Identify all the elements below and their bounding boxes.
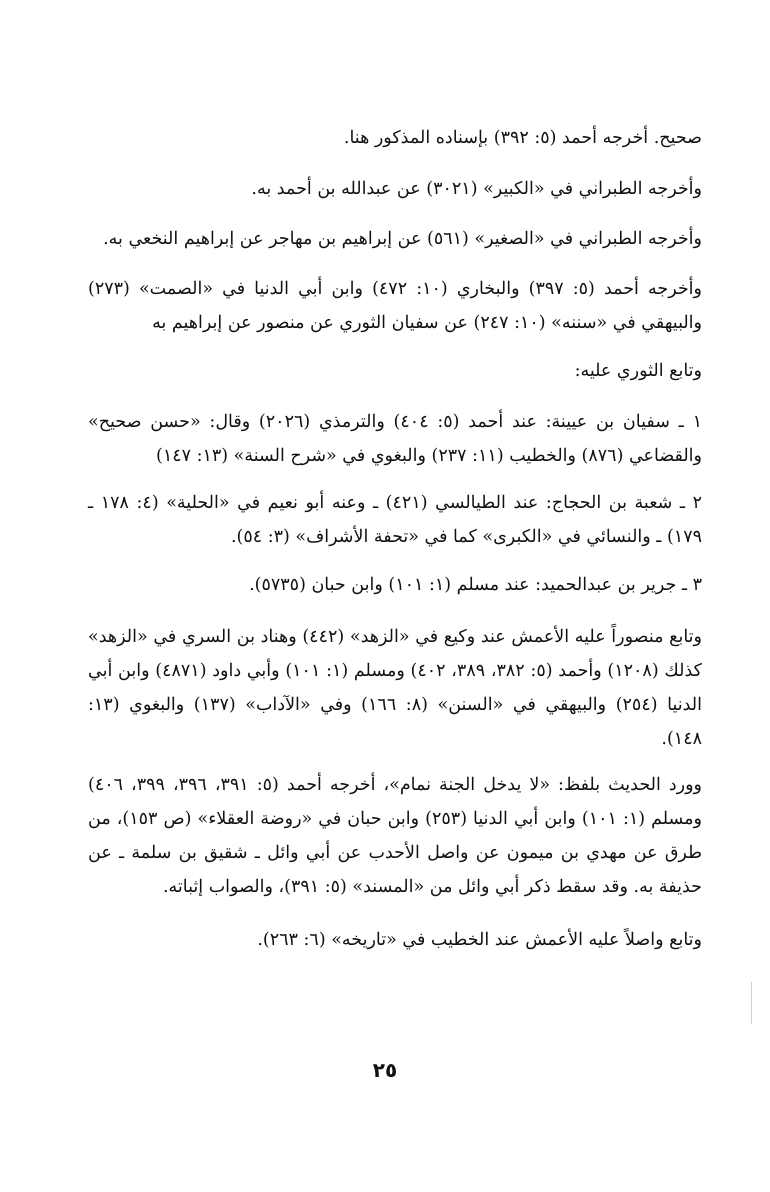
paragraph-5: وتابع الثوري عليه: (574, 361, 702, 381)
paragraph-6: ١ ـ سفيان بن عيينة: عند أحمد (٥: ٤٠٤) والترمذي (٢٠٢٦) وقال: «حسن صحيح» والقضاعي (٨٧٦) والخطيب (١١: ٢٣٧) والبغوي في «شرح السنة» (١٣: ١٤٧) (88, 412, 702, 466)
paragraph-8: ٣ ـ جرير بن عبدالحميد: عند مسلم (١: ١٠١) وابن حبان (٥٧٣٥). (249, 575, 702, 595)
paragraph-3: وأخرجه الطبراني في «الصغير» (٥٦١) عن إبراهيم بن مهاجر عن إبراهيم النخعي به. (103, 229, 702, 249)
paragraph-2: وأخرجه الطبراني في «الكبير» (٣٠٢١) عن عبدالله بن أحمد به. (251, 179, 702, 199)
paragraph-11: وتابع واصلاً عليه الأعمش عند الخطيب في «تاريخه» (٦: ٢٦٣). (257, 930, 702, 950)
paragraph-7: ٢ ـ شعبة بن الحجاج: عند الطيالسي (٤٢١) ـ وعنه أبو نعيم في «الحلية» (٤: ١٧٨ ـ ١٧٩) ـ والنسائي في «الكبرى» كما في «تحفة الأشراف» (٣: ٥٤). (88, 493, 702, 547)
paragraph-4: وأخرجه أحمد (٥: ٣٩٧) والبخاري (١٠: ٤٧٢) وابن أبي الدنيا في «الصمت» (٢٧٣) والبيهقي في «سننه» (١٠: ٢٤٧) عن سفيان الثوري عن منصور عن إبراهيم به (88, 279, 702, 333)
page-number: ٢٥ (372, 1058, 398, 1082)
paragraph-1: صحيح. أخرجه أحمد (٥: ٣٩٢) بإسناده المذكور هنا. (343, 128, 702, 148)
paragraph-9: وتابع منصوراً عليه الأعمش عند وكيع في «الزهد» (٤٤٢) وهناد بن السري في «الزهد» كذلك (١٢٠٨) وأحمد (٥: ٣٨٢، ٣٨٩، ٤٠٢) ومسلم (١: ١٠١) وأبي داود (٤٨٧١) وابن أبي الدنيا (٢٥٤) والبيهقي في «السنن» (٨: ١٦٦) وفي «الآداب» (١٣٧) والبغوي (١٣: ١٤٨). (88, 627, 702, 749)
paragraph-10: وورد الحديث بلفظ: «لا يدخل الجنة نمام»، أخرجه أحمد (٥: ٣٩١، ٣٩٦، ٣٩٩، ٤٠٦) ومسلم (١: ١٠١) وابن أبي الدنيا (٢٥٣) وابن حبان في «روضة العقلاء» (ص ١٥٣)، من طرق عن مهدي بن ميمون عن واصل الأحدب عن أبي وائل ـ شقيق بن سلمة ـ عن حذيفة به. وقد سقط ذكر أبي وائل من «المسند» (٥: ٣٩١)، والصواب إثباته. (88, 775, 703, 897)
scan-margin-mark (751, 982, 752, 1024)
